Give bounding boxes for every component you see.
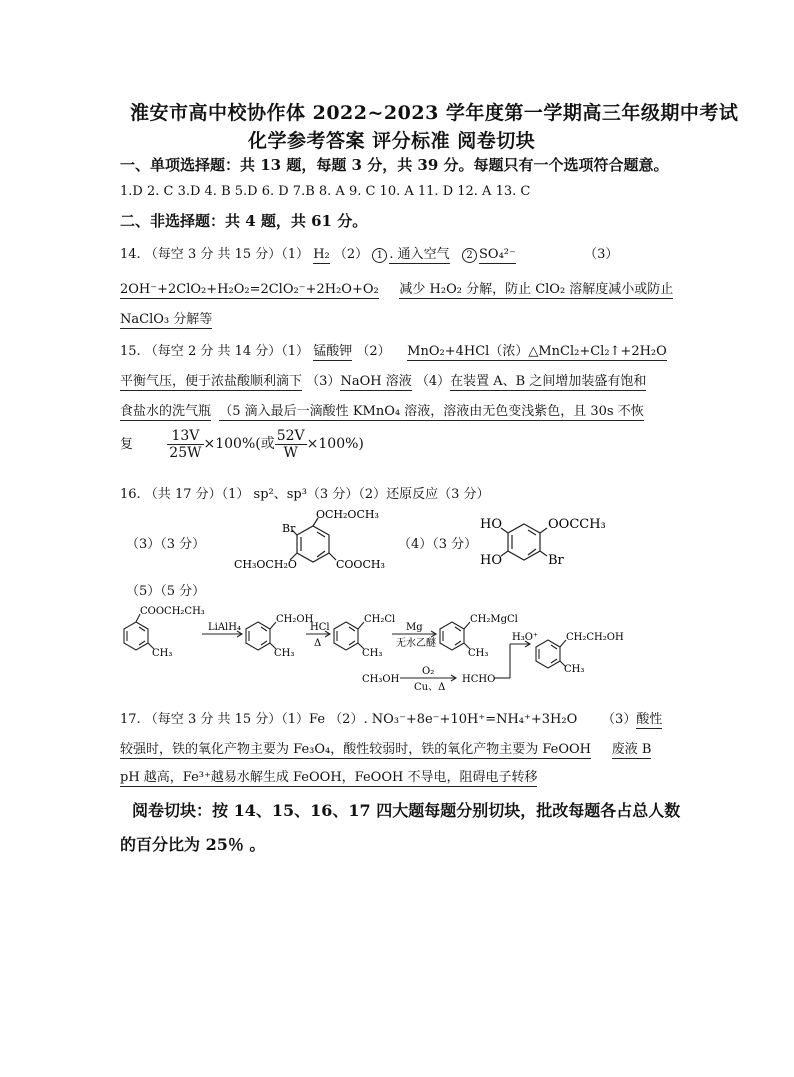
svg-text:CH₃: CH₃ <box>274 648 295 659</box>
svg-text:CH₂CH₂OH: CH₂CH₂OH <box>566 632 624 643</box>
q15-answer3: NaOH 溶液 <box>340 374 412 389</box>
q15-answer2: 平衡气压，便于浓盐酸顺利滴下 <box>120 374 303 389</box>
svg-text:LiAlH₄: LiAlH₄ <box>208 622 241 633</box>
q16-part5-label: （5）（5 分） <box>126 584 206 599</box>
page-title: 淮安市高中校协作体 2022~2023 学年度第一学期高三年级期中考试 <box>130 102 739 124</box>
page-subtitle: 化学参考答案 评分标准 阅卷切块 <box>248 130 536 152</box>
q14-part3: （3） <box>584 247 619 262</box>
q14-part2: （2） <box>333 247 369 262</box>
s3-br: Br <box>282 522 296 535</box>
q15-part4: （4） <box>415 374 451 389</box>
svg-text:CH₃: CH₃ <box>468 648 489 659</box>
q16-line1: 16. （共 17 分）（1） sp²、sp³（3 分）（2）还原反应（3 分） <box>120 487 490 502</box>
section2-heading: 二、非选择题：共 4 题，共 61 分。 <box>120 212 368 230</box>
svg-text:HCHO: HCHO <box>462 674 496 685</box>
q17-prefix: 17. （每空 3 分 共 15 分）（1）Fe （2）. <box>120 712 368 727</box>
section1-heading: 一、单项选择题：共 13 题，每题 3 分，共 39 分。每题只有一个选项符合题意。 <box>120 156 669 174</box>
q17-answer5: pH 越高，Fe³⁺越易水解生成 FeOOH，FeOOH 不导电，阻碍电子转移 <box>120 770 538 785</box>
q15-line3 <box>120 400 644 419</box>
q15-line1 <box>120 340 667 359</box>
q14-answer3: SO₄²⁻ <box>479 247 516 262</box>
q17-line3 <box>120 766 537 785</box>
svg-text:COOCH₂CH₃: COOCH₂CH₃ <box>140 606 205 617</box>
q17-answer3: 酸性 <box>636 712 663 727</box>
q15-answer4: 在装置 A、B 之间增加装盛有饱和 <box>450 374 647 389</box>
grading-note-cont: 的百分比为 25％ 。 <box>120 835 266 854</box>
q14-reason-cont: NaClO₃ 分解等 <box>120 312 213 327</box>
s4-ho1: HO <box>480 517 502 532</box>
grading-note <box>132 798 680 821</box>
q15-equation: MnO₂+4HCl（浓）△MnCl₂+Cl₂↑+2H₂O <box>407 344 667 359</box>
svg-text:CH₂MgCl: CH₂MgCl <box>470 614 518 625</box>
q14-answer1: H₂ <box>313 247 330 262</box>
s3-left: CH₃OCH₂O <box>234 558 297 571</box>
q17-line2 <box>120 738 651 757</box>
svg-text:Δ: Δ <box>314 638 322 649</box>
structure-answer4-diagram <box>476 510 626 572</box>
fraction-1: $\frac{13V}{25W}$ <box>169 428 202 461</box>
q14-line3 <box>120 308 212 327</box>
svg-text:CH₃: CH₃ <box>564 664 585 675</box>
svg-text:Mg: Mg <box>406 622 423 633</box>
q15-answer5-end: 复 <box>120 437 134 452</box>
s3-right: COOCH₃ <box>336 558 385 571</box>
q14-prefix: 14. （每空 3 分 共 15 分）（1） <box>120 247 310 262</box>
svg-text:CH₃: CH₃ <box>362 648 383 659</box>
q17-equation: NO₃⁻+8e⁻+10H⁺=NH₄⁺+3H₂O <box>371 712 578 727</box>
fraction-2: $\frac{52V}{W}$ <box>276 428 305 461</box>
q15-line2 <box>120 370 646 389</box>
q14-line1 <box>120 243 618 263</box>
grading-label: 阅卷切块： <box>132 801 213 820</box>
q14-reason: 减少 H₂O₂ 分解，防止 ClO₂ 溶解度减小或防止 <box>399 282 674 297</box>
q17-part3: （3） <box>602 712 637 727</box>
q17-line1 <box>120 708 662 727</box>
q14-line2 <box>120 278 673 297</box>
q17-answer3-cont: 较强时，铁的氧化产物主要为 Fe₃O₄，酸性较弱时，铁的氧化产物主要为 FeOOH <box>120 742 592 757</box>
grading-text: 按 14、15、16、17 四大题每题分别切块，批改每题各占总人数 <box>212 801 681 820</box>
q15-answer4-cont: 食盐水的洗气瓶 <box>120 404 212 419</box>
s4-ho2: HO <box>480 553 502 568</box>
svg-text:H₃O⁺: H₃O⁺ <box>512 632 539 643</box>
section1-answers: 1.D 2. C 3.D 4. B 5.D 6. D 7.B 8. A 9. C 10. A 11. D 12. A 13. C <box>120 184 531 199</box>
svg-text:无水乙醚: 无水乙醚 <box>396 638 436 649</box>
svg-text:CH₃OH: CH₃OH <box>362 674 400 685</box>
q17-answer4: 废液 B <box>611 742 652 757</box>
s3-top: OCH₂OCH₃ <box>316 508 379 521</box>
q15-part2: （2） <box>356 344 391 359</box>
q16-part3-label: （3）（3 分） <box>126 537 206 552</box>
synthesis-route-diagram <box>118 604 678 700</box>
s4-br: Br <box>548 553 564 568</box>
q14-equation: 2OH⁻+2ClO₂+H₂O₂=2ClO₂⁻+2H₂O+O₂ <box>120 282 379 297</box>
q15-prefix: 15. （每空 2 分 共 14 分）（1） <box>120 344 310 359</box>
svg-text:CH₃: CH₃ <box>152 648 173 659</box>
q15-part3: （3） <box>306 374 341 389</box>
s4-r: OOCCH₃ <box>548 517 606 532</box>
svg-text:HCl: HCl <box>310 622 330 633</box>
q15-answer5: （5 滴入最后一滴酸性 KMnO₄ 溶液，溶液由无色变浅紫色，且 30s 不恢 <box>219 404 644 419</box>
q15-line4: 复 $\frac{13V}{25W}$ ×100%(或 $\frac{52V}{W}$ ×100%) <box>120 428 364 461</box>
svg-text:CH₂OH: CH₂OH <box>276 614 314 625</box>
structure-answer3-diagram <box>228 508 398 574</box>
svg-text:O₂: O₂ <box>422 666 435 677</box>
circled-number-icon: 1 <box>372 248 387 263</box>
q14-answer2: . 通入空气 <box>389 247 450 262</box>
svg-text:Cu、Δ: Cu、Δ <box>414 682 446 693</box>
q15-answer1: 锰酸钾 <box>313 344 353 359</box>
svg-text:CH₂Cl: CH₂Cl <box>364 614 396 625</box>
q16-part4-label: （4）（3 分） <box>398 537 478 552</box>
circled-number-icon: 2 <box>462 248 477 263</box>
